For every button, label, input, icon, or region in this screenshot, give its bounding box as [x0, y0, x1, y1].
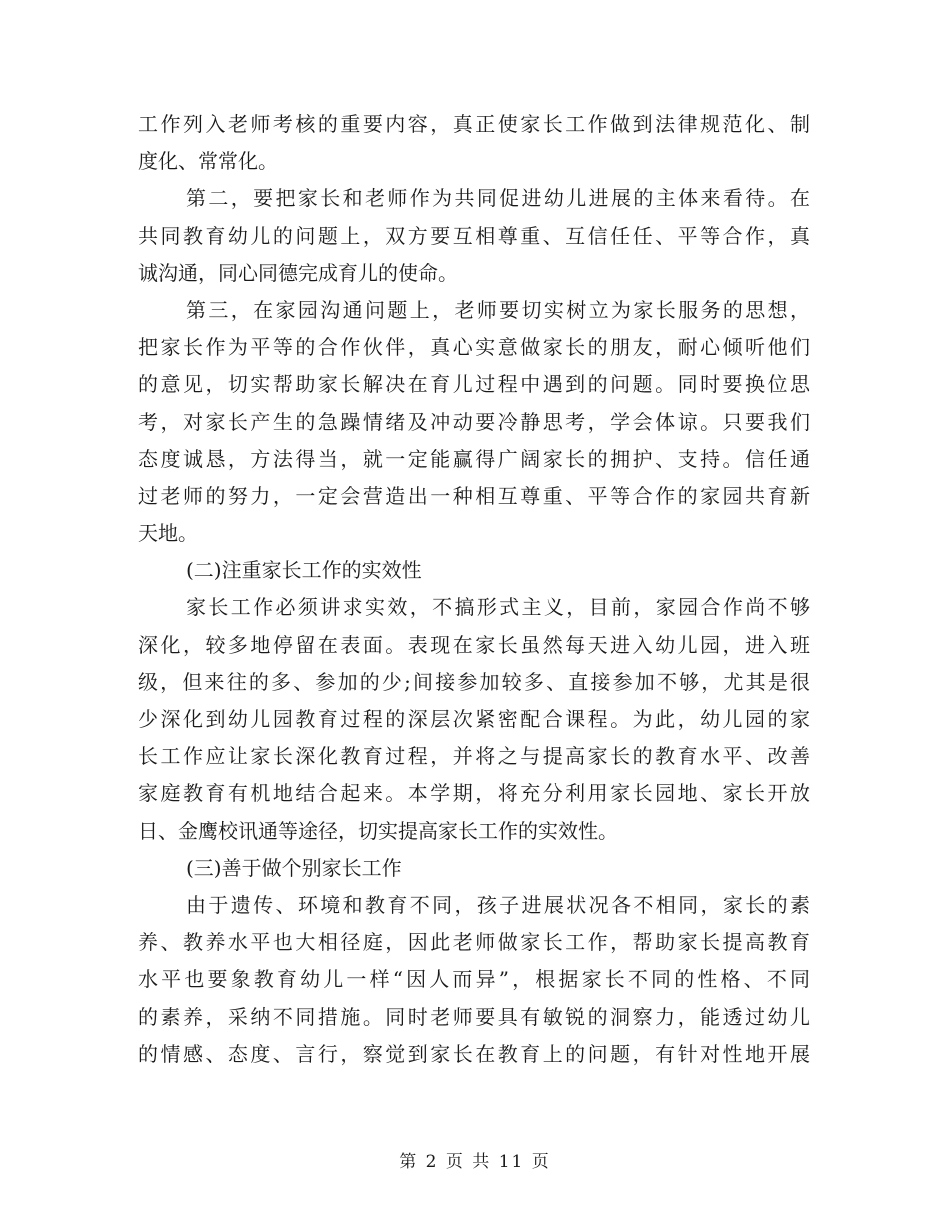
text-line: 的情感、态度、言行，察觉到家长在教育上的问题，有针对性地开展: [138, 1041, 810, 1066]
text-line: 水平也要象教育幼儿一样“因人而异”，根据家长不同的性格、不同: [138, 967, 810, 992]
text-line: 第二，要把家长和老师作为共同促进幼儿进展的主体来看待。在: [186, 186, 810, 211]
text-line: 过老师的努力，一定会营造出一种相互尊重、平等合作的家园共育新: [138, 483, 810, 508]
text-line: 的素养，采纳不同措施。同时老师要具有敏锐的洞察力，能透过幼儿: [138, 1004, 810, 1029]
text-line: 工作列入老师考核的重要内容，真正使家长工作做到法律规范化、制: [138, 112, 810, 136]
text-line: 态度诚恳，方法得当，就一定能赢得广阔家长的拥护、支持。信任通: [138, 446, 810, 471]
text-line: 家长工作必须讲求实效，不搞形式主义，目前，家园合作尚不够: [186, 595, 810, 620]
body-text: [138, 106, 810, 1073]
text-line: 第三，在家园沟通问题上，老师要切实树立为家长服务的思想，: [186, 297, 810, 322]
text-line: 由于遗传、环境和教育不同，孩子进展状况各不相同，家长的素: [186, 892, 810, 917]
text-line: 诚沟通，同心同德完成育儿的使命。: [138, 260, 458, 285]
text-line: 日、金鹰校讯通等途径，切实提高家长工作的实效性。: [138, 818, 618, 843]
text-line: 深化，较多地停留在表面。表现在家长虽然每天进入幼儿园，进入班: [138, 632, 810, 657]
text-line: 度化、常常化。: [138, 149, 278, 174]
section-heading: (三)善于做个别家长工作: [186, 855, 402, 880]
text-line: 养、教养水平也大相径庭，因此老师做家长工作，帮助家长提高教育: [138, 930, 810, 955]
page-number-footer: 第 2 页 共 11 页: [399, 1152, 551, 1172]
text-line: 长工作应让家长深化教育过程，并将之与提高家长的教育水平、改善: [138, 744, 810, 769]
text-line: 家庭教育有机地结合起来。本学期，将充分利用家长园地、家长开放: [138, 781, 810, 806]
section-heading: (二)注重家长工作的实效性: [186, 558, 422, 583]
text-line: 把家长作为平等的合作伙伴，真心实意做家长的朋友，耐心倾听他们: [138, 335, 810, 360]
text-line: 考，对家长产生的急躁情绪及冲动要冷静思考，学会体谅。只要我们: [138, 409, 810, 434]
text-line: 级，但来往的多、参加的少;间接参加较多、直接参加不够，尤其是很: [138, 669, 810, 694]
text-line: 共同教育幼儿的问题上，双方要互相尊重、互信任任、平等合作，真: [138, 223, 810, 248]
text-line: 天地。: [138, 521, 198, 546]
text-line: 的意见，切实帮助家长解决在育儿过程中遇到的问题。同时要换位思: [138, 372, 810, 397]
text-line: 少深化到幼儿园教育过程的深层次紧密配合课程。为此，幼儿园的家: [138, 707, 810, 731]
